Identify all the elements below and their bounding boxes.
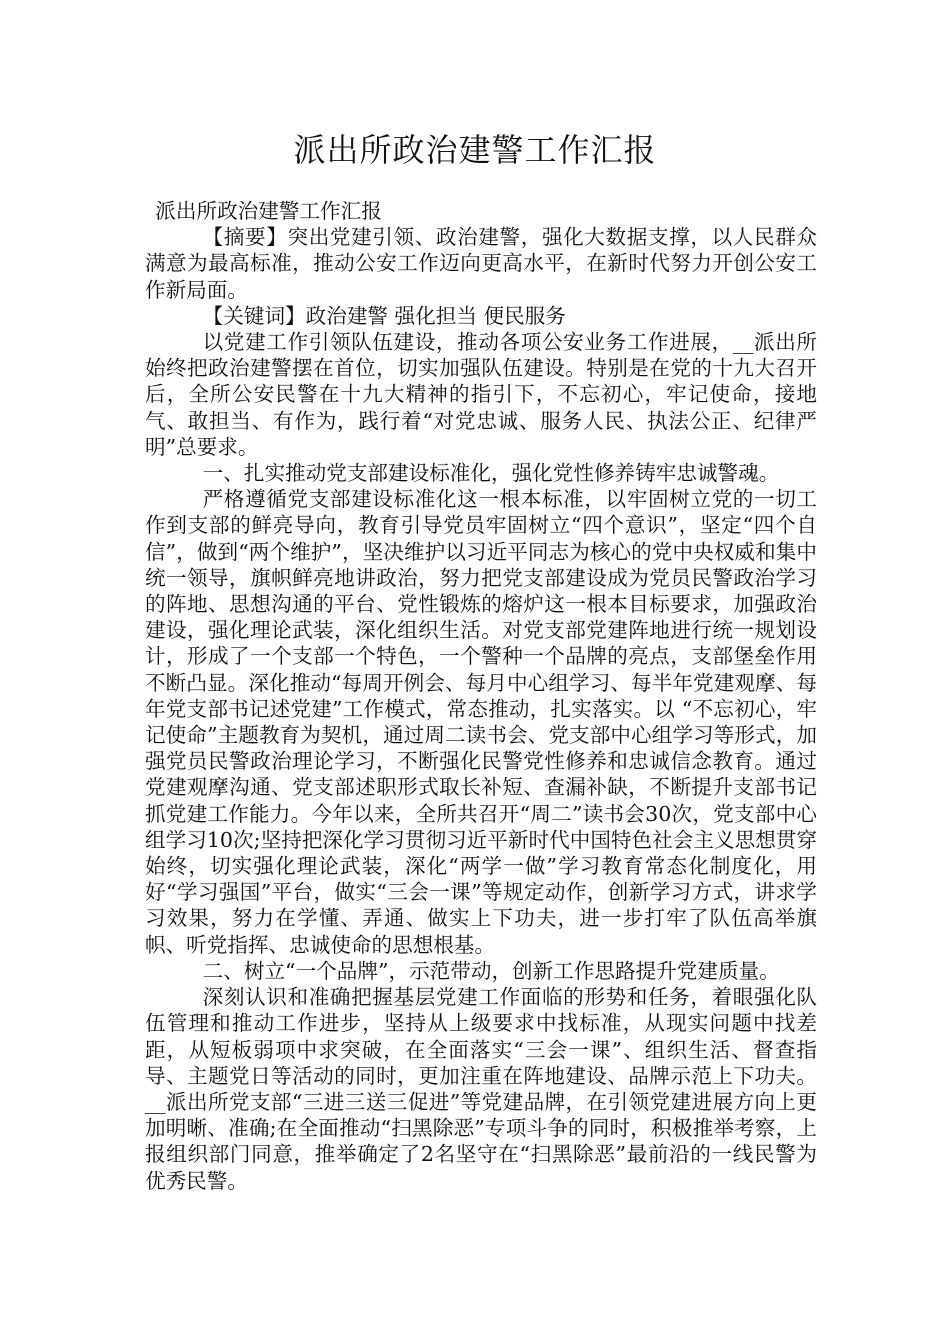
intro-paragraph: 以党建工作引领队伍建设，推动各项公安业务工作进展，__派出所始终把政治建警摆在首位，切实加强队伍建设。特别是在党的十九大召开后，全所公安民警在十九大精神的指引下，不忘初心，牢记使命，接地气、敢担当、有作为，践行着“对党忠诚、服务人民、执法公正、纪律严明”总要求。 [145,330,817,459]
section-heading-2: 二、树立“一个品牌”，示范带动，创新工作思路提升党建质量。 [202,958,780,983]
section-1-body: 严格遵循党支部建设标准化这一根本标准，以牢固树立党的一切工作到支部的鲜亮导向，教育引导党员牢固树立“四个意识”，坚定“四个自信”，做到“两个维护”，坚决维护以习近平同志为核心的党中央权威和集中统一领导，旗帜鲜亮地讲政治，努力把党支部建设成为党员民警政治学习的阵地、思想沟通的平台、党性锻炼的熔炉这一根本目标要求，加强政治建设，强化理论武装，深化组织生活。对党支部党建阵地进行统一规划设计，形成了一个支部一个特色，一个警种一个品牌的亮点，支部堡垒作用不断凸显。深化推动“每周开例会、每月中心组学习、每半年党建观摩、每年党支部书记述党建”工作模式，常态推动，扎实落实。以 “不忘初心，牢记使命”主题教育为契机，通过周二读书会、党支部中心组学习等形式，加强党员民警政治理论学习，不断强化民警党性修养和忠诚信念教育。通过党建观摩沟通、党支部述职形式取长补短、查漏补缺，不断提升支部书记抓党建工作能力。今年以来，全所共召开“周二”读书会30次，党支部中心组学习10次;坚持把深化学习贯彻习近平新时代中国特色社会主义思想贯穿始终，切实强化理论武装，深化“两学一做”学习教育常态化制度化，用好“学习强国”平台，做实“三会一课”等规定动作，创新学习方式，讲求学习效果，努力在学懂、弄通、做实上下功夫，进一步打牢了队伍高举旗帜、听党指挥、忠诚使命的思想根基。 [145,487,817,957]
abstract-paragraph: 【摘要】突出党建引领、政治建警，强化大数据支撑，以人民群众满意为最高标准，推动公安工作迈向更高水平，在新时代努力开创公安工作新局面。 [145,225,817,302]
section-2-body: 深刻认识和准确把握基层党建工作面临的形势和任务，着眼强化队伍管理和推动工作进步，坚持从上级要求中找标准，从现实问题中找差距，从短板弱项中求突破，在全面落实“三会一课”、组织生活、督查指导、主题党日等活动的同时，更加注重在阵地建设、品牌示范上下功夫。__派出所党支部“三进三送三促进”等党建品牌，在引领党建进展方向上更加明晰、准确;在全面推动“扫黑除恶”专项斗争的同时，积极推举考察，上报组织部门同意，推举确定了2名坚守在“扫黑除恶”最前沿的一线民警为优秀民警。 [145,985,817,1193]
document-title: 派出所政治建警工作汇报 [293,131,657,169]
section-heading-1: 一、扎实推动党支部建设标准化，强化党性修养铸牢忠诚警魂。 [202,461,780,486]
document-body [145,198,817,1194]
keywords-paragraph: 【关键词】政治建警 强化担当 便民服务 [202,303,566,328]
document-subtitle: 派出所政治建警工作汇报 [155,199,382,223]
